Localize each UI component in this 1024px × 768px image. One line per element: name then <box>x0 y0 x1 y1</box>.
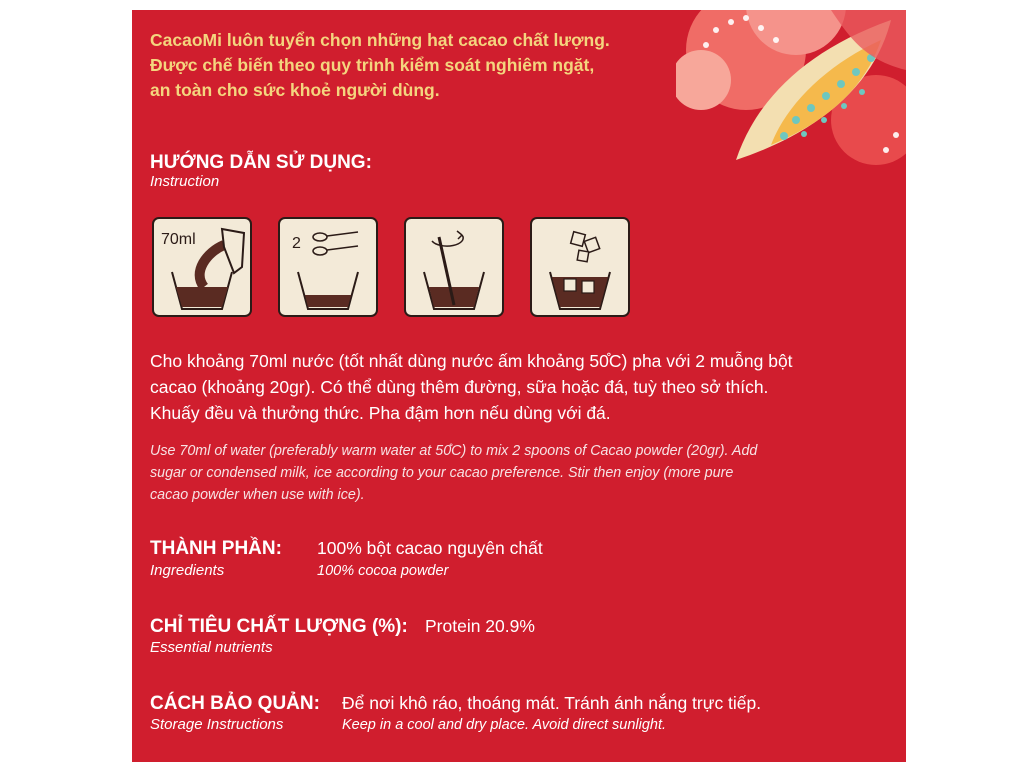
step-stir <box>404 217 504 317</box>
storage-heading: CÁCH BẢO QUẢN: <box>150 693 320 714</box>
storage-subheading: Storage Instructions <box>150 716 284 733</box>
step-add-powder <box>278 217 378 317</box>
step-ice <box>530 217 630 317</box>
step-2-label: 2 <box>292 235 301 252</box>
instruction-heading: HƯỚNG DẪN SỬ DỤNG: <box>150 152 372 173</box>
intro-line-2: Được chế biến theo quy trình kiểm soát nghiêm ngặt, <box>150 55 595 75</box>
intro-line-1: CacaoMi luôn tuyển chọn những hạt cacao chất lượng. <box>150 30 610 50</box>
ingredients-heading: THÀNH PHẦN: <box>150 538 282 559</box>
instruction-text-en <box>150 440 895 506</box>
instruction-subheading: Instruction <box>150 173 220 190</box>
instruction-en-line-1: Use 70ml of water (preferably warm water at 50̊C) to mix 2 spoons of Cacao powder (20gr). Add <box>150 443 758 459</box>
spoons-icon <box>278 217 378 317</box>
step-pour-water <box>152 217 252 317</box>
instruction-vi-line-1: Cho khoảng 70ml nước (tốt nhất dùng nước ấm khoảng 50̊C) pha với 2 muỗng bột <box>150 351 793 371</box>
instruction-vi-line-3: Khuấy đều và thưởng thức. Pha đậm hơn nếu dùng với đá. <box>150 403 611 423</box>
package-panel <box>132 10 906 762</box>
step-1-label: 70ml <box>161 231 196 248</box>
quality-subheading: Essential nutrients <box>150 639 273 656</box>
ingredients-subheading: Ingredients <box>150 562 225 579</box>
cacao-pod-illustration <box>676 10 906 185</box>
quality-heading: CHỈ TIÊU CHẤT LƯỢNG (%): <box>150 616 408 637</box>
instruction-text-vi <box>150 348 895 426</box>
ice-glass-icon <box>530 217 630 317</box>
ingredients-value-vi: 100% bột cacao nguyên chất <box>317 538 543 558</box>
instruction-steps <box>152 217 632 317</box>
storage-value-vi: Để nơi khô ráo, thoáng mát. Tránh ánh nắng trực tiếp. <box>342 693 762 713</box>
intro-line-3: an toàn cho sức khoẻ người dùng. <box>150 80 440 100</box>
instruction-en-line-3: cacao powder when use with ice). <box>150 487 365 503</box>
intro-text <box>150 28 710 103</box>
ingredients-value-en: 100% cocoa powder <box>317 563 449 579</box>
stir-icon <box>404 217 504 317</box>
instruction-en-line-2: sugar or condensed milk, ice according to your cacao preference. Stir then enjoy (more pure <box>150 465 734 481</box>
quality-value: Protein 20.9% <box>425 616 535 636</box>
storage-value-en: Keep in a cool and dry place. Avoid direct sunlight. <box>342 717 667 733</box>
instruction-vi-line-2: cacao (khoảng 20gr). Có thể dùng thêm đường, sữa hoặc đá, tuỳ theo sở thích. <box>150 377 769 397</box>
